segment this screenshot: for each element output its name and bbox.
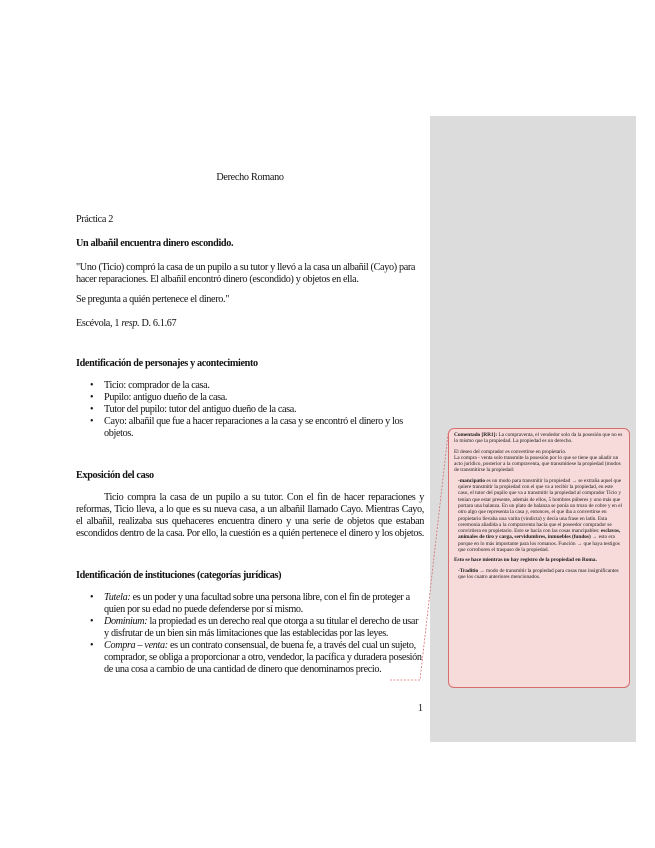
case-source <box>76 318 424 330</box>
traditio-text: → modo de transmitir la propiedad para cosas mas insignificantes que los cuatro anteriores mencionados. <box>458 567 619 580</box>
list-item <box>76 592 424 616</box>
term: Compra – venta: <box>104 640 168 651</box>
case-question: Se pregunta a quién pertenece el dinero." <box>76 294 230 305</box>
source-italic: resp. <box>121 318 140 329</box>
document-title: Derecho Romano <box>216 172 284 183</box>
case-quote: "Uno (Ticio) compró la casa de un pupilo a su tutor y llevó a la casa un albañil (Cayo) para hacer reparaciones. El albañil encontró dinero (escondido) y objetos en ella. <box>76 262 416 285</box>
comment-balloon[interactable] <box>448 428 630 688</box>
comment-text: La compraventa, el vendedor solo da la posesión que no es lo mismo que la propiedad. La propiedad es un derecho. <box>454 432 623 445</box>
mancipatio-tail: → esto era porque en lo más importante para los romanos. Función → que haya testigos que corroboren el traspaso de la propiedad. <box>458 534 620 554</box>
page-number: 1 <box>418 703 423 714</box>
definition: es un poder y una facultad sobre una persona libre, con el fin de proteger a quien por su edad no puede defenderse por sí mismo. <box>104 592 410 615</box>
section-heading-exposition: Exposición del caso <box>76 470 154 481</box>
section-heading-institutions: Identificación de instituciones (categorías jurídicas) <box>76 570 282 581</box>
list-item <box>76 616 424 640</box>
term: Tutela: <box>104 592 131 603</box>
definition: la propiedad es un derecho real que otorga a su titular el derecho de usar y disfrutar de un bien sin más limitaciones que las establecidas por las leyes. <box>104 616 419 639</box>
list-item: • Cayo: albañil que fue a hacer reparaciones a la casa y se encontró el dinero y los objetos. <box>76 416 424 440</box>
comment-traditio <box>454 568 624 581</box>
mancipatio-bold: esclavos, animales de tiro y carga, servidumbres, inmuebles (fundos) <box>458 528 621 541</box>
case-heading: Un albañil encuentra dinero escondido. <box>76 238 234 249</box>
exposition-paragraph: Ticio compra la casa de un pupilo a su tutor. Con el fin de hacer reparaciones y reformas, Ticio lleva, a lo que es su nueva casa, a un albañil llamado Cayo. Mientras Cayo, el albañil, realizaba sus quehaceres encuentra dinero y una serie de objetos que estaban escondidos dentro de la casa. Por ello, la cuestión es a quién pertenece el dinero y los objetos. <box>76 492 424 539</box>
section-heading-characters: Identificación de personajes y acontecimiento <box>76 358 258 369</box>
characters-list <box>76 380 424 440</box>
comment-intro <box>454 432 624 445</box>
institutions-list <box>76 592 424 676</box>
comment-desire: El deseo del comprador es convertirse en propietario. <box>454 448 567 455</box>
comment-registry <box>454 557 624 563</box>
traditio-term: -Traditio <box>458 567 479 574</box>
comment-author: Comentado [RR1]: <box>454 432 498 438</box>
list-item: • Ticio: comprador de la casa. <box>76 380 424 392</box>
list-item <box>76 640 424 676</box>
registry-text: Esto se hace mientras no hay registro de la propiedad en Roma. <box>454 557 597 564</box>
comment-modes: La compra - venta solo transmite la posesión por lo que se tiene que añadir un acto jurídico, posterior a la compraventa, que transmitiese la propiedad (modos de transmitirse la propiedad: <box>454 454 621 474</box>
list-item: • Pupilo: antiguo dueño de la casa. <box>76 392 424 404</box>
practice-label: Práctica 2 <box>76 214 113 225</box>
comment-mancipatio <box>454 478 624 554</box>
mancipatio-term: -mancipatio <box>458 477 486 484</box>
term: Dominium: <box>104 616 148 627</box>
comment-connector <box>390 432 450 692</box>
source-prefix: Escévola, 1 <box>76 318 122 329</box>
list-item: • Tutor del pupilo: tutor del antiguo dueño de la casa. <box>76 404 424 416</box>
definition: es un contrato consensual, de buena fe, a través del cual un sujeto, comprador, se obliga a proporcionar a otro, vendedor, la pacífica y duradera posesión de una cosa a cambio de una cantidad de dinero que denominamos precio. <box>104 640 422 675</box>
source-suffix: D. 6.1.67 <box>139 318 177 329</box>
mancipatio-text: es un modo para transmitir la propiedad → se extraña aquel que quiere transmitir la propiedad con el que va a recibir la propiedad, en este caso, el tutor del pupilo que va a transmitir la propiedad al comprador Ticio y tenían que estar presente, además de ellos, 5 hombres púberes y uno más que portara una balanza. En un plato de balanza se ponía un trozo de cobre y en el otro algo que representa la casa y, entonces, el que iba a convertirse en propietario llevaba una varita (vindicta) y decía una frase en latín. Esta ceremonia añadida a la compraventa hacía que el poseedor comprador se convirtiera en propietario. Esto se hacía con las cosas mancipables: <box>458 477 622 535</box>
